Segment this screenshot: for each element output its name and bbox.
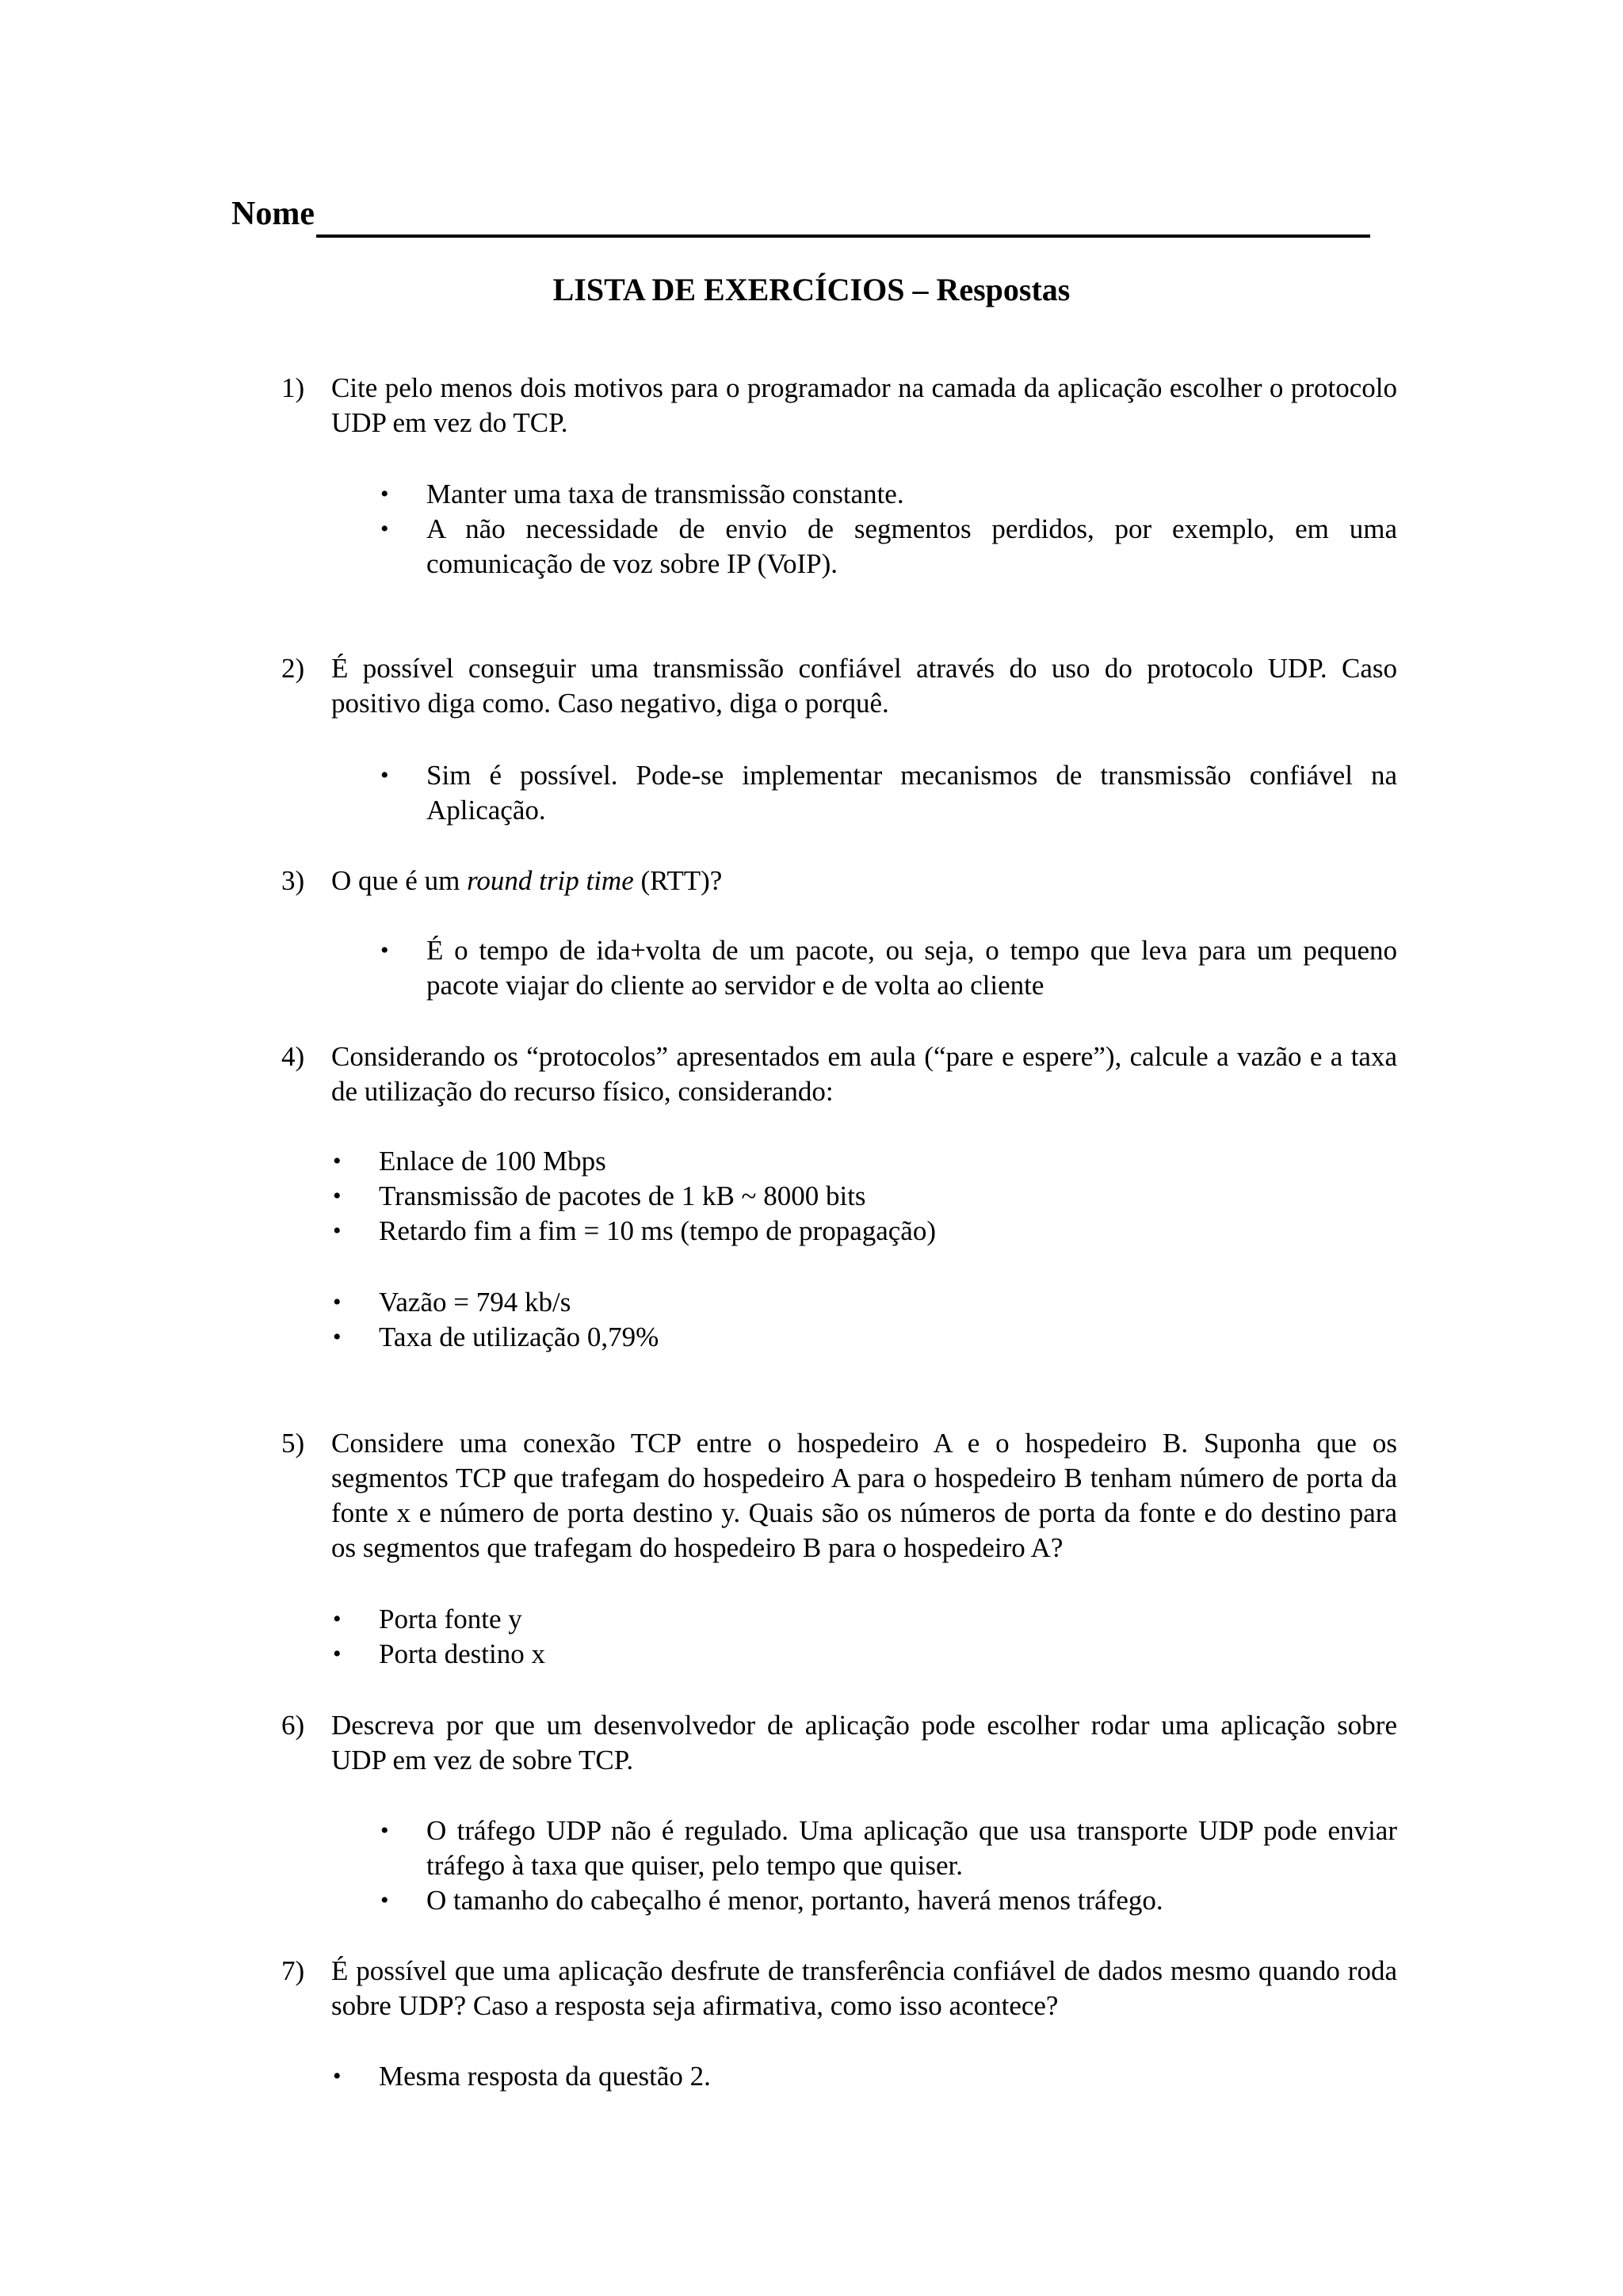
- question-5: [281, 1426, 1397, 1566]
- bullet: •: [333, 1324, 342, 1350]
- question-3: [281, 864, 1397, 898]
- question-text: É possível que uma aplicação desfrute de transferência confiável de dados mesmo quando roda sobre UDP? Caso a resposta seja afirmativa, como isso acontece?: [331, 1955, 1397, 2021]
- answer-list-7: [333, 2059, 1397, 2094]
- term-italic: round trip time: [467, 865, 634, 896]
- name-underline: [316, 198, 1370, 238]
- question-text: Considerando os “protocolos” apresentados em aula (“pare e espere”), calcule a vazão e a taxa de utilização do recurso físico, considerando:: [331, 1041, 1397, 1107]
- question-7: [281, 1954, 1397, 2023]
- question-number: 1): [281, 372, 305, 403]
- condition-list-4: [333, 1144, 1397, 1249]
- bullet: •: [333, 1218, 342, 1244]
- list-item: • Porta destino x: [379, 1637, 1397, 1672]
- question-number: 6): [281, 1710, 305, 1741]
- question-text: É possível conseguir uma transmissão confiável através do uso do protocolo UDP. Caso positivo diga como. Caso negativo, diga o porquê.: [331, 653, 1397, 719]
- question-text: Considere uma conexão TCP entre o hospedeiro A e o hospedeiro B. Suponha que os segmentos TCP que trafegam do hospedeiro A para o hospedeiro B tenham número de porta da fonte x e número de porta destino y. Quais são os números de porta da fonte e do destino para os segmentos que trafegam do hospedeiro B para o hospedeiro A?: [331, 1428, 1397, 1563]
- answer-list-4: [333, 1285, 1397, 1355]
- question-2: [281, 651, 1397, 721]
- answer-list-3: [380, 933, 1397, 1003]
- bullet: •: [380, 516, 389, 542]
- list-item: • O tamanho do cabeçalho é menor, portanto, haverá menos tráfego.: [426, 1883, 1397, 1918]
- bullet: •: [380, 1887, 389, 1913]
- question-6: [281, 1708, 1397, 1778]
- question-text: Cite pelo menos dois motivos para o programador na camada da aplicação escolher o protocolo UDP em vez do TCP.: [331, 372, 1397, 438]
- bullet: •: [333, 1183, 342, 1209]
- list-item: • O tráfego UDP não é regulado. Uma aplicação que usa transporte UDP pode enviar tráfego à taxa que quiser, pelo tempo que quiser.: [380, 1815, 1397, 1881]
- question-number: 5): [281, 1428, 305, 1459]
- question-number: 7): [281, 1955, 305, 1986]
- question-1: [281, 371, 1397, 441]
- bullet: •: [333, 1148, 342, 1174]
- answer-list-1: [380, 477, 1397, 582]
- answer-list-5: [333, 1602, 1397, 1672]
- answer-list-2: [380, 758, 1397, 828]
- list-item: • A não necessidade de envio de segmentos perdidos, por exemplo, em uma comunicação de voz sobre IP (VoIP).: [380, 513, 1397, 579]
- question-text: Descreva por que um desenvolvedor de aplicação pode escolher rodar uma aplicação sobre UDP em vez de sobre TCP.: [331, 1710, 1397, 1775]
- list-item: • Transmissão de pacotes de 1 kB ~ 8000 bits: [379, 1179, 1397, 1214]
- question-number: 3): [281, 865, 305, 896]
- page-title: LISTA DE EXERCÍCIOS – Respostas: [552, 272, 1071, 307]
- list-item: • Enlace de 100 Mbps: [379, 1144, 1397, 1179]
- list-item: • Sim é possível. Pode-se implementar mecanismos de transmissão confiável na Aplicação.: [380, 760, 1397, 826]
- list-item: • Manter uma taxa de transmissão constante.: [426, 477, 1397, 512]
- name-label: Nome: [231, 196, 315, 232]
- list-item: • Mesma resposta da questão 2.: [379, 2059, 1397, 2094]
- name-field: [231, 190, 1370, 238]
- list-item: • Retardo fim a fim = 10 ms (tempo de propagação): [379, 1214, 1397, 1249]
- list-item: • É o tempo de ida+volta de um pacote, ou seja, o tempo que leva para um pequeno pacote viajar do cliente ao servidor e de volta ao cliente: [380, 935, 1397, 1001]
- bullet: •: [380, 762, 389, 788]
- list-item: • Taxa de utilização 0,79%: [379, 1320, 1397, 1355]
- question-number: 2): [281, 653, 305, 684]
- bullet: •: [333, 1289, 342, 1315]
- list-item: • Porta fonte y: [379, 1602, 1397, 1637]
- list-item: • Vazão = 794 kb/s: [379, 1285, 1397, 1320]
- bullet: •: [380, 937, 389, 963]
- bullet: •: [380, 1817, 389, 1844]
- bullet: •: [333, 1606, 342, 1632]
- bullet: •: [380, 481, 389, 507]
- bullet: •: [333, 2063, 342, 2089]
- bullet: •: [333, 1641, 342, 1667]
- question-number: 4): [281, 1041, 305, 1072]
- question-text: O que é um round trip time (RTT)?: [331, 865, 723, 896]
- answer-list-6: [380, 1814, 1397, 1918]
- question-4: [281, 1039, 1397, 1109]
